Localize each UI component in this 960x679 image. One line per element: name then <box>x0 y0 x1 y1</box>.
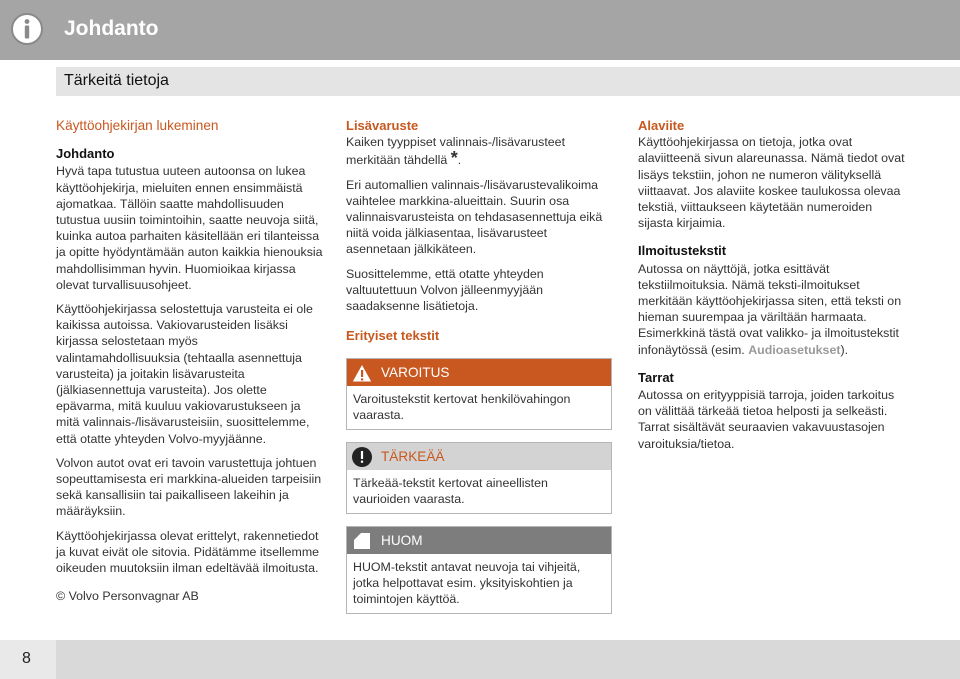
warning-box <box>346 358 612 430</box>
important-box-header <box>347 443 611 470</box>
paragraph: Kaiken tyyppiset valinnais-/lisävarusteet merkitään tähdellä <box>346 135 566 168</box>
punctuation: ). <box>840 342 849 357</box>
page-number: 8 <box>22 650 31 667</box>
warning-label: VAROITUS <box>381 364 450 380</box>
page-title: Johdanto <box>64 17 159 40</box>
note-box <box>346 526 612 614</box>
info-icon <box>10 12 44 46</box>
note-text: HUOM-tekstit antavat neuvoja tai vihjeitä, jotka helpottavat esim. yksityiskohtien ja toimintojen käyttöä. <box>353 560 581 607</box>
paragraph: Käyttöohjekirjassa on tietoja, jotka ovat alaviitteenä sivun alareunassa. Nämä tiedot ovat lisäys tekstiin, johon ne numeron välityksellä viittaavat. Jos alaviite koskee taulukossa olevaa tekstiä, viittaukseen käytetään numeroiden sijasta kirjaimia. <box>638 135 905 231</box>
paragraph: Käyttöohjekirjassa olevat erittelyt, rakennetiedot ja kuvat eivät ole sitovia. Pidätämme itsellemme oikeuden muutoksiin ilman edeltävää ilmoitusta. <box>56 528 320 576</box>
paragraph: Volvon autot ovat eri tavoin varustettuja johtuen sopeuttamisesta eri markkina-alueiden tarpeisiin sekä kansallisiin tai paikalliseen lakeihin ja määräyksiin. <box>56 455 322 519</box>
punctuation: . <box>457 153 462 168</box>
paragraph: Autossa on näyttöjä, jotka esittävät tekstiilmoituksia. Nämä teksti-ilmoitukset merkitään käyttöohjekirjassa siten, että teksti on hieman suurempaa ja väriltään harmaata. Esimerkkinä tästä ovat valikko- ja ilmoitustekstit infonäytössä (esim. <box>638 261 902 357</box>
exclamation-circle-icon <box>351 446 373 468</box>
paragraph: Suosittelemme, että otatte yhteyden valtuutettuun Volvon jälleenmyyjään saadaksenne lisätietoja. <box>346 266 544 314</box>
heading-accessory: Lisävaruste <box>346 118 419 133</box>
note-label: HUOM <box>381 532 423 548</box>
important-text: Tärkeää-tekstit kertovat aineellisten vaurioiden vaarasta. <box>353 476 548 507</box>
paragraph: Hyvä tapa tutustua uuteen autoonsa on lukea käyttöohjekirja, mieluiten ennen ensimmäistä ajomatkaa. Tällöin saatte mahdollisuuden tutustua uusiin toimintoihin, saatte neuvoja siitä, kuinka autoa parhaiten käsitellään eri tilanteissa ja opitte hyödyntämään auton kaikkia hienouksia mahdollisimman hyvin. Huomioikaa kirjassa olevat turvallisuusohjeet. <box>56 164 323 292</box>
column-right <box>638 118 908 460</box>
warning-triangle-icon <box>351 362 373 384</box>
header-bar <box>0 0 960 60</box>
heading-reading-manual: Käyttöohjekirjan lukeminen <box>56 118 219 133</box>
page-number-box <box>0 640 56 679</box>
important-box <box>346 442 612 514</box>
warning-box-header <box>347 359 611 386</box>
column-middle <box>346 118 612 626</box>
accessory-star: * <box>450 148 458 169</box>
heading-labels: Tarrat <box>638 369 674 385</box>
copyright: © Volvo Personvagnar AB <box>56 589 199 604</box>
heading-notification-texts: Ilmoitustekstit <box>638 243 727 259</box>
note-box-header <box>347 527 611 554</box>
section-title: Tärkeitä tietoja <box>64 72 169 89</box>
paragraph: Eri automallien valinnais-/lisävarustevalikoima vaihtelee markkina-alueittain. Suurin osa valinnaisvarusteista on tehdasasennettuja eikä niitä voida jälkiasentaa, lisävarusteet asennetaan jälkikäteen. <box>346 177 603 257</box>
audio-settings-text: Audioasetukset <box>748 342 841 357</box>
heading-introduction: Johdanto <box>56 146 115 162</box>
column-left <box>56 118 324 612</box>
section-bar <box>56 67 960 96</box>
important-label: TÄRKEÄÄ <box>381 448 445 464</box>
note-icon <box>351 530 373 552</box>
footer-bar <box>0 640 960 679</box>
warning-text: Varoitustekstit kertovat henkilövahingon vaarasta. <box>353 392 571 423</box>
paragraph: Autossa on erityyppisiä tarroja, joiden tarkoitus on välittää tärkeää tietoa helposti ja selkeästi. Tarrat sisältävät seuraavien vakavuustasojen varoituksia/tietoa. <box>638 388 895 451</box>
heading-footnote: Alaviite <box>638 118 685 133</box>
heading-special-texts: Erityiset tekstit <box>346 328 440 344</box>
paragraph: Käyttöohjekirjassa selostettuja varusteita ei ole kaikissa autoissa. Vakiovarusteiden lisäksi kirjassa selostetaan myös valintamahdollisuuksia (tehtaalla asennettuja varusteita) ja joitakin lisävarusteita (jälkiasennettuja varusteita). Jos olette epävarma, mitä kuuluu vakiovarustukseen ja mitä valinnais-/lisävarusteisiin, suosittelemme, että otatte yhteyden Volvo-myyjäänne. <box>56 302 313 446</box>
